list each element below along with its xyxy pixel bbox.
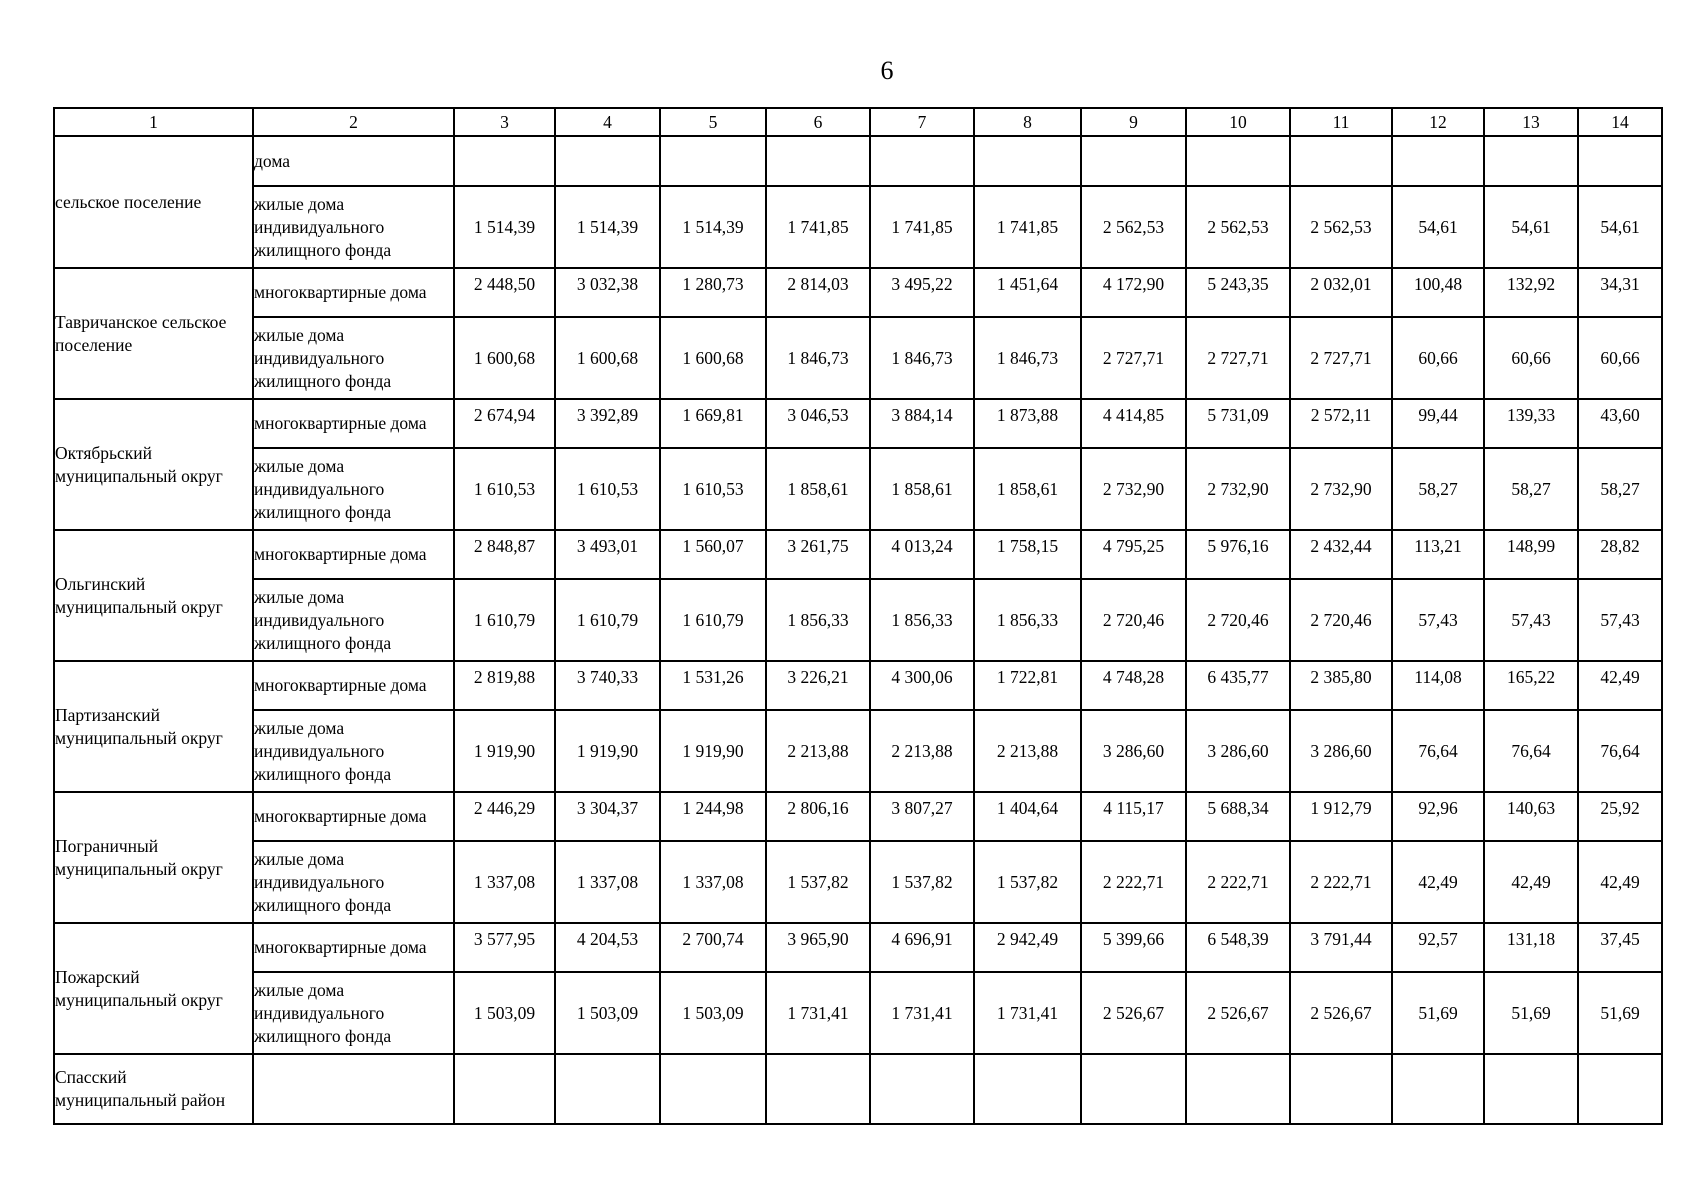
housing-type: жилые дома индивидуального жилищного фонда [253, 710, 454, 792]
value-cell: 2 432,44 [1290, 530, 1392, 579]
value-cell: 1 600,68 [555, 317, 660, 399]
value-cell: 1 337,08 [555, 841, 660, 923]
value-cell: 2 032,01 [1290, 268, 1392, 317]
value-cell: 37,45 [1578, 923, 1662, 972]
value-cell: 2 727,71 [1290, 317, 1392, 399]
value-cell: 1 537,82 [766, 841, 870, 923]
value-cell: 2 562,53 [1290, 186, 1392, 268]
empty-cell [1484, 1054, 1578, 1124]
value-cell: 139,33 [1484, 399, 1578, 448]
value-cell: 3 286,60 [1081, 710, 1186, 792]
value-cell: 92,57 [1392, 923, 1484, 972]
empty-cell [1578, 1054, 1662, 1124]
value-cell: 1 537,82 [974, 841, 1081, 923]
housing-type: жилые дома индивидуального жилищного фонда [253, 186, 454, 268]
value-cell: 1 244,98 [660, 792, 766, 841]
value-cell: 1 280,73 [660, 268, 766, 317]
housing-type: многоквартирные дома [253, 792, 454, 841]
value-cell: 60,66 [1484, 317, 1578, 399]
value-cell: 51,69 [1392, 972, 1484, 1054]
value-cell: 113,21 [1392, 530, 1484, 579]
table-row [54, 1054, 1662, 1124]
value-cell: 3 493,01 [555, 530, 660, 579]
value-cell: 2 819,88 [454, 661, 555, 710]
value-cell: 1 503,09 [454, 972, 555, 1054]
value-cell: 42,49 [1578, 841, 1662, 923]
value-cell: 2 562,53 [1186, 186, 1290, 268]
value-cell: 1 856,33 [974, 579, 1081, 661]
value-cell: 3 304,37 [555, 792, 660, 841]
page-number: 6 [880, 56, 894, 85]
table-row [54, 579, 1662, 661]
value-cell [660, 136, 766, 186]
value-cell: 2 806,16 [766, 792, 870, 841]
value-cell: 2 572,11 [1290, 399, 1392, 448]
value-cell: 2 942,49 [974, 923, 1081, 972]
empty-cell [870, 1054, 974, 1124]
value-cell: 1 846,73 [870, 317, 974, 399]
empty-cell [1290, 1054, 1392, 1124]
value-cell: 1 503,09 [555, 972, 660, 1054]
value-cell: 4 204,53 [555, 923, 660, 972]
value-cell: 1 514,39 [555, 186, 660, 268]
table-row [54, 661, 1662, 710]
value-cell: 42,49 [1578, 661, 1662, 710]
value-cell: 3 884,14 [870, 399, 974, 448]
table-row [54, 448, 1662, 530]
value-cell: 60,66 [1578, 317, 1662, 399]
value-cell: 6 548,39 [1186, 923, 1290, 972]
value-cell: 2 727,71 [1186, 317, 1290, 399]
value-cell: 1 858,61 [870, 448, 974, 530]
column-header: 10 [1186, 108, 1290, 136]
value-cell: 2 848,87 [454, 530, 555, 579]
value-cell: 1 337,08 [660, 841, 766, 923]
column-header: 11 [1290, 108, 1392, 136]
value-cell: 5 731,09 [1186, 399, 1290, 448]
value-cell: 1 741,85 [870, 186, 974, 268]
value-cell: 3 392,89 [555, 399, 660, 448]
housing-type: многоквартирные дома [253, 661, 454, 710]
value-cell: 1 731,41 [974, 972, 1081, 1054]
empty-cell [454, 1054, 555, 1124]
empty-cell [766, 1054, 870, 1124]
value-cell: 1 503,09 [660, 972, 766, 1054]
value-cell: 1 610,79 [660, 579, 766, 661]
value-cell: 2 526,67 [1290, 972, 1392, 1054]
value-cell: 1 610,53 [660, 448, 766, 530]
value-cell [870, 136, 974, 186]
table-row [54, 710, 1662, 792]
value-cell: 5 688,34 [1186, 792, 1290, 841]
housing-type: многоквартирные дома [253, 923, 454, 972]
settlement-name: Спасский муниципальный район [54, 1054, 253, 1124]
settlement-name: Тавричанское сельское поселение [54, 268, 253, 399]
column-header: 6 [766, 108, 870, 136]
value-cell: 3 791,44 [1290, 923, 1392, 972]
value-cell: 1 610,79 [454, 579, 555, 661]
value-cell: 1 669,81 [660, 399, 766, 448]
value-cell: 2 720,46 [1290, 579, 1392, 661]
value-cell: 1 856,33 [870, 579, 974, 661]
value-cell: 51,69 [1484, 972, 1578, 1054]
value-cell: 2 727,71 [1081, 317, 1186, 399]
value-cell: 2 222,71 [1081, 841, 1186, 923]
column-header: 5 [660, 108, 766, 136]
housing-type: жилые дома индивидуального жилищного фонда [253, 972, 454, 1054]
value-cell: 99,44 [1392, 399, 1484, 448]
column-header: 14 [1578, 108, 1662, 136]
value-cell [974, 136, 1081, 186]
value-cell: 3 577,95 [454, 923, 555, 972]
table-row [54, 399, 1662, 448]
value-cell [766, 136, 870, 186]
settlement-name: Октябрьский муниципальный округ [54, 399, 253, 530]
value-cell: 43,60 [1578, 399, 1662, 448]
value-cell: 1 514,39 [660, 186, 766, 268]
value-cell: 1 758,15 [974, 530, 1081, 579]
value-cell: 3 261,75 [766, 530, 870, 579]
value-cell: 76,64 [1392, 710, 1484, 792]
table-row [54, 136, 1662, 186]
settlement-name: Ольгинский муниципальный округ [54, 530, 253, 661]
empty-cell [660, 1054, 766, 1124]
value-cell [1081, 136, 1186, 186]
table-row [54, 317, 1662, 399]
value-cell [454, 136, 555, 186]
empty-cell [1081, 1054, 1186, 1124]
value-cell: 1 537,82 [870, 841, 974, 923]
value-cell: 2 700,74 [660, 923, 766, 972]
value-cell: 1 600,68 [454, 317, 555, 399]
value-cell: 1 600,68 [660, 317, 766, 399]
column-header: 12 [1392, 108, 1484, 136]
value-cell: 60,66 [1392, 317, 1484, 399]
value-cell: 2 222,71 [1290, 841, 1392, 923]
settlement-name: Партизанский муниципальный округ [54, 661, 253, 792]
value-cell: 2 222,71 [1186, 841, 1290, 923]
column-header: 7 [870, 108, 974, 136]
value-cell: 4 172,90 [1081, 268, 1186, 317]
value-cell: 2 720,46 [1081, 579, 1186, 661]
housing-type: жилые дома индивидуального жилищного фонда [253, 841, 454, 923]
value-cell: 1 531,26 [660, 661, 766, 710]
value-cell [1484, 136, 1578, 186]
housing-type: жилые дома индивидуального жилищного фонда [253, 448, 454, 530]
value-cell: 1 741,85 [766, 186, 870, 268]
value-cell: 1 919,90 [555, 710, 660, 792]
settlement-name: Пожарский муниципальный округ [54, 923, 253, 1054]
column-header: 9 [1081, 108, 1186, 136]
table-row [54, 186, 1662, 268]
empty-cell [974, 1054, 1081, 1124]
value-cell: 3 032,38 [555, 268, 660, 317]
column-header: 13 [1484, 108, 1578, 136]
value-cell [555, 136, 660, 186]
value-cell: 3 965,90 [766, 923, 870, 972]
value-cell: 1 610,53 [555, 448, 660, 530]
value-cell: 58,27 [1484, 448, 1578, 530]
value-cell: 131,18 [1484, 923, 1578, 972]
value-cell: 2 385,80 [1290, 661, 1392, 710]
value-cell: 51,69 [1578, 972, 1662, 1054]
tariff-table [53, 107, 1663, 1125]
empty-cell [555, 1054, 660, 1124]
housing-type: многоквартирные дома [253, 268, 454, 317]
value-cell: 76,64 [1578, 710, 1662, 792]
value-cell [1290, 136, 1392, 186]
settlement-name: сельское поселение [54, 136, 253, 268]
table-row [54, 972, 1662, 1054]
value-cell: 2 814,03 [766, 268, 870, 317]
value-cell: 1 610,79 [555, 579, 660, 661]
column-header: 1 [54, 108, 253, 136]
value-cell: 114,08 [1392, 661, 1484, 710]
housing-type: многоквартирные дома [253, 530, 454, 579]
value-cell: 1 912,79 [1290, 792, 1392, 841]
value-cell: 1 846,73 [974, 317, 1081, 399]
value-cell: 2 213,88 [974, 710, 1081, 792]
value-cell: 1 610,53 [454, 448, 555, 530]
value-cell: 28,82 [1578, 530, 1662, 579]
value-cell: 2 213,88 [766, 710, 870, 792]
value-cell: 1 858,61 [766, 448, 870, 530]
value-cell: 2 732,90 [1186, 448, 1290, 530]
value-cell [1392, 136, 1484, 186]
value-cell: 1 919,90 [454, 710, 555, 792]
value-cell: 3 226,21 [766, 661, 870, 710]
value-cell: 5 243,35 [1186, 268, 1290, 317]
value-cell: 1 731,41 [870, 972, 974, 1054]
value-cell: 3 286,60 [1186, 710, 1290, 792]
value-cell: 2 562,53 [1081, 186, 1186, 268]
value-cell: 1 858,61 [974, 448, 1081, 530]
value-cell: 57,43 [1484, 579, 1578, 661]
value-cell: 2 732,90 [1081, 448, 1186, 530]
table-row [54, 923, 1662, 972]
value-cell: 1 722,81 [974, 661, 1081, 710]
value-cell: 76,64 [1484, 710, 1578, 792]
column-header: 4 [555, 108, 660, 136]
value-cell: 4 115,17 [1081, 792, 1186, 841]
value-cell [1186, 136, 1290, 186]
housing-type: многоквартирные дома [253, 399, 454, 448]
value-cell: 25,92 [1578, 792, 1662, 841]
header-row [54, 108, 1662, 136]
value-cell: 1 560,07 [660, 530, 766, 579]
value-cell: 57,43 [1578, 579, 1662, 661]
settlement-name: Пограничный муниципальный округ [54, 792, 253, 923]
value-cell: 132,92 [1484, 268, 1578, 317]
value-cell: 4 696,91 [870, 923, 974, 972]
value-cell: 4 748,28 [1081, 661, 1186, 710]
column-header: 8 [974, 108, 1081, 136]
value-cell: 100,48 [1392, 268, 1484, 317]
value-cell: 148,99 [1484, 530, 1578, 579]
value-cell: 4 414,85 [1081, 399, 1186, 448]
housing-type: жилые дома индивидуального жилищного фонда [253, 317, 454, 399]
value-cell: 140,63 [1484, 792, 1578, 841]
value-cell: 1 731,41 [766, 972, 870, 1054]
value-cell: 1 404,64 [974, 792, 1081, 841]
value-cell [1578, 136, 1662, 186]
value-cell: 165,22 [1484, 661, 1578, 710]
value-cell: 3 740,33 [555, 661, 660, 710]
value-cell: 58,27 [1392, 448, 1484, 530]
value-cell: 57,43 [1392, 579, 1484, 661]
empty-cell [253, 1054, 454, 1124]
value-cell: 4 013,24 [870, 530, 974, 579]
column-header: 3 [454, 108, 555, 136]
value-cell: 2 732,90 [1290, 448, 1392, 530]
value-cell: 2 526,67 [1186, 972, 1290, 1054]
value-cell: 42,49 [1392, 841, 1484, 923]
column-header: 2 [253, 108, 454, 136]
value-cell: 2 526,67 [1081, 972, 1186, 1054]
value-cell: 92,96 [1392, 792, 1484, 841]
value-cell: 3 286,60 [1290, 710, 1392, 792]
value-cell: 3 807,27 [870, 792, 974, 841]
value-cell: 1 846,73 [766, 317, 870, 399]
value-cell: 42,49 [1484, 841, 1578, 923]
value-cell: 4 300,06 [870, 661, 974, 710]
value-cell: 1 451,64 [974, 268, 1081, 317]
value-cell: 5 399,66 [1081, 923, 1186, 972]
empty-cell [1186, 1054, 1290, 1124]
value-cell: 2 448,50 [454, 268, 555, 317]
value-cell: 1 919,90 [660, 710, 766, 792]
value-cell: 54,61 [1484, 186, 1578, 268]
value-cell: 2 446,29 [454, 792, 555, 841]
value-cell: 1 856,33 [766, 579, 870, 661]
value-cell: 54,61 [1578, 186, 1662, 268]
table-row [54, 792, 1662, 841]
value-cell: 1 741,85 [974, 186, 1081, 268]
value-cell: 2 674,94 [454, 399, 555, 448]
value-cell: 34,31 [1578, 268, 1662, 317]
value-cell: 1 873,88 [974, 399, 1081, 448]
value-cell: 1 514,39 [454, 186, 555, 268]
value-cell: 3 046,53 [766, 399, 870, 448]
value-cell: 6 435,77 [1186, 661, 1290, 710]
value-cell: 2 213,88 [870, 710, 974, 792]
housing-type: дома [253, 136, 454, 186]
value-cell: 3 495,22 [870, 268, 974, 317]
value-cell: 4 795,25 [1081, 530, 1186, 579]
housing-type: жилые дома индивидуального жилищного фонда [253, 579, 454, 661]
table-row [54, 530, 1662, 579]
value-cell: 5 976,16 [1186, 530, 1290, 579]
value-cell: 58,27 [1578, 448, 1662, 530]
value-cell: 1 337,08 [454, 841, 555, 923]
value-cell: 54,61 [1392, 186, 1484, 268]
table-row [54, 841, 1662, 923]
value-cell: 2 720,46 [1186, 579, 1290, 661]
empty-cell [1392, 1054, 1484, 1124]
table-row [54, 268, 1662, 317]
